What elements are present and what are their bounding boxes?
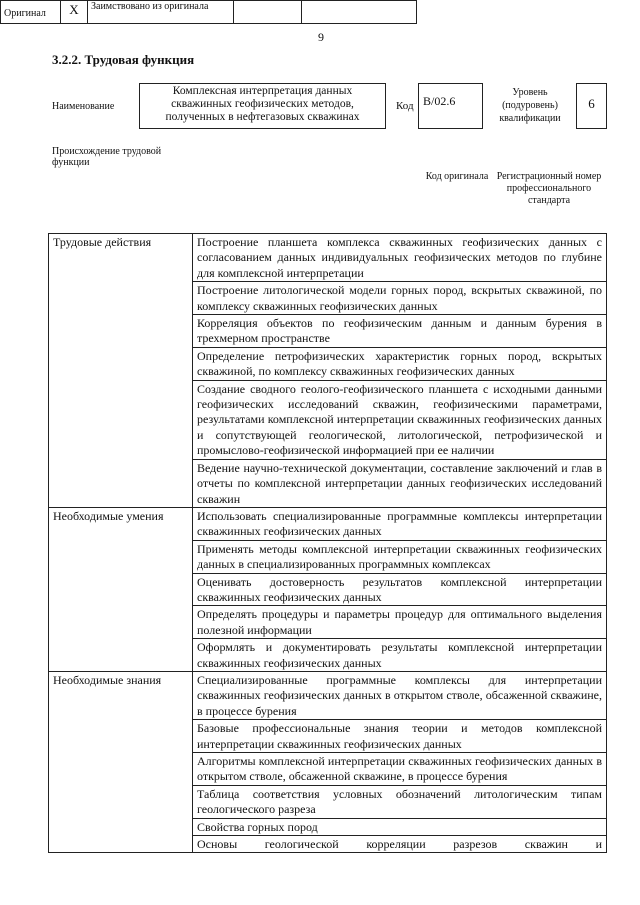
section-heading-actions: Трудовые действия bbox=[49, 234, 193, 508]
list-item: Основы геологической корреляции разрезов скважин и bbox=[193, 836, 607, 853]
list-item: Применять методы комплексной интерпретации скважинных геофизических данных в специализированных программных комплексах bbox=[193, 540, 607, 573]
table-row bbox=[49, 671, 607, 719]
code-label: Код bbox=[396, 100, 414, 112]
list-item: Определять процедуры и параметры процедур для оптимального выделения полезной информации bbox=[193, 606, 607, 639]
page-number: 9 bbox=[318, 30, 324, 44]
section-title: 3.2.2. Трудовая функция bbox=[52, 52, 195, 67]
name-label: Наименование bbox=[52, 101, 115, 112]
list-item: Таблица соответствия условных обозначений литологическим типам геологического разреза bbox=[193, 785, 607, 818]
list-item: Создание сводного геолого-геофизического планшета с исходными данными геофизических исследований скважин, геофизическими параметрами, результатами комплексной интерпретации скважинных геофизических данных и сопутствующей геологической, литологической, петрофизической и промыслово-геофизической информацией при ее наличии bbox=[193, 380, 607, 459]
list-item: Использовать специализированные программные комплексы интерпретации скважинных геофизических данных bbox=[193, 507, 607, 540]
qualification-level: 6 bbox=[576, 83, 607, 129]
borrowed-label: Заимствовано из оригинала bbox=[88, 1, 234, 23]
list-item: Алгоритмы комплексной интерпретации скважинных геофизических данных в открытом стволе, обсаженной скважине, в процессе бурения bbox=[193, 753, 607, 786]
list-item: Свойства горных пород bbox=[193, 818, 607, 835]
origin-label: Происхождение трудовой функции bbox=[52, 146, 162, 168]
function-code: B/02.6 bbox=[418, 83, 483, 129]
list-item: Оценивать достоверность результатов комплексной интерпретации скважинных геофизических данных bbox=[193, 573, 607, 606]
origin-row bbox=[0, 0, 417, 24]
list-item: Специализированные программные комплексы для интерпретации скважинных геофизических данных в открытом стволе, обсаженной скважине, в процессе бурения bbox=[193, 671, 607, 719]
list-item: Корреляция объектов по геофизическим данным и данным бурения в трехмерном пространстве bbox=[193, 315, 607, 348]
reg-number-cell bbox=[302, 1, 416, 23]
section-heading-knowledge: Необходимые знания bbox=[49, 671, 193, 852]
table-row bbox=[49, 234, 607, 282]
function-name: Комплексная интерпретация данных скважинных геофизических методов, полученных в нефтегазовых скважинах bbox=[139, 83, 386, 129]
list-item: Ведение научно-технической документации, составление заключений и глав в отчеты по комплексной интерпретации данных геофизических исследований скважин bbox=[193, 459, 607, 507]
reg-number-caption: Регистрационный номер профессионального стандарта bbox=[496, 171, 602, 206]
original-mark: X bbox=[61, 1, 88, 23]
original-label: Оригинал bbox=[1, 1, 61, 23]
code-of-original-cell bbox=[234, 1, 302, 23]
level-label: Уровень (подуровень) квалификации bbox=[499, 87, 561, 124]
list-item: Построение литологической модели горных пород, вскрытых скважиной, по комплексу скважинных геофизических данных bbox=[193, 282, 607, 315]
function-table bbox=[48, 233, 607, 853]
list-item: Определение петрофизических характеристик горных пород, вскрытых скважиной, по комплексу скважинных геофизических данных bbox=[193, 347, 607, 380]
list-item: Построение планшета комплекса скважинных геофизических данных с согласованием данных индивидуальных геофизических методов по глубине для комплексной интерпретации bbox=[193, 234, 607, 282]
section-heading-skills: Необходимые умения bbox=[49, 507, 193, 671]
table-row bbox=[49, 507, 607, 540]
list-item: Базовые профессиональные знания теории и методов комплексной интерпретации скважинных геофизических данных bbox=[193, 720, 607, 753]
list-item: Оформлять и документировать результаты комплексной интерпретации скважинных геофизических данных bbox=[193, 639, 607, 672]
code-original-caption: Код оригинала bbox=[425, 171, 489, 182]
